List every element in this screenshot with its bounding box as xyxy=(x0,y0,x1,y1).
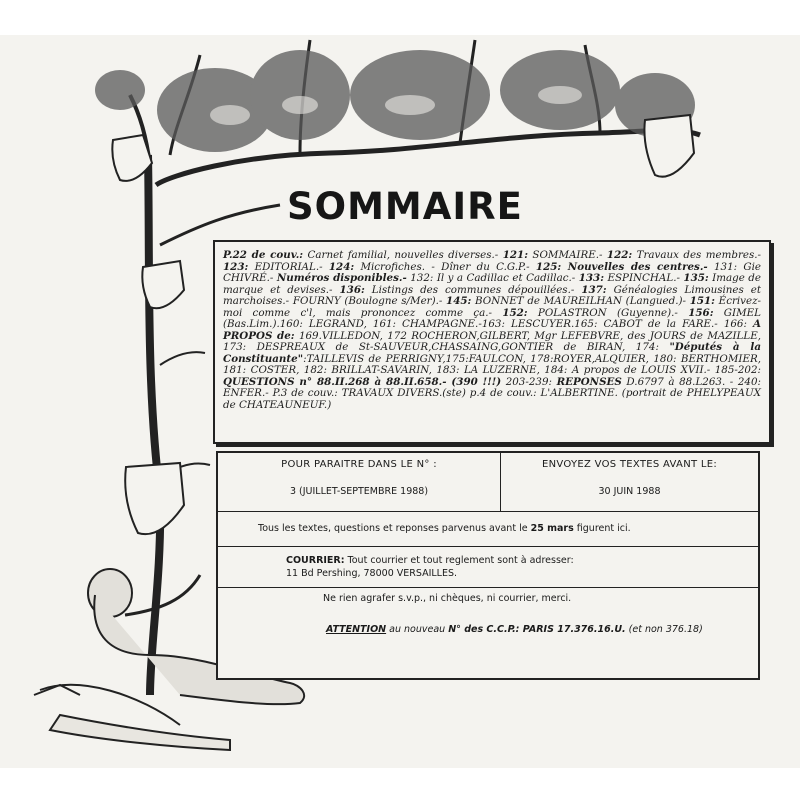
summary-segment: D.6797 à 88.L263. - 240: ENFER.- P.3 de couv.: TRAVAUX DIVERS.(ste) p.4 de couv.: L'ALBERTINE. (portrait de PHELYPEAUX de CHATEAUNEUF.) xyxy=(223,375,761,411)
summary-segment: 135: xyxy=(683,272,709,284)
payment-note: Ne rien agrafer s.v.p., ni chèques, ni courrier, merci. xyxy=(323,593,572,604)
deadline-column xyxy=(501,453,758,511)
summary-box xyxy=(213,240,771,444)
received-texts-date: 25 mars xyxy=(530,523,574,534)
summary-segment: EDITORIAL.- xyxy=(248,260,329,273)
courrier-text xyxy=(286,554,574,580)
attention-note xyxy=(326,624,703,635)
received-texts-row xyxy=(218,512,758,547)
summary-segment: 151: xyxy=(689,295,715,307)
summary-segment: ESPINCHAL.- xyxy=(604,272,684,284)
summary-segment: GIMEL (Bas.Lim.).160: LEGRAND, 161: CHAMPAGNE.-163: LESCUYER.165: CABOT de la FARE.- 166: xyxy=(223,306,761,330)
received-texts-post: figurent ici. xyxy=(573,523,631,534)
summary-segment: 132: Il y a Cadillac et Cadillac.- xyxy=(406,272,579,284)
summary-segment: 169.VILLEDON, 172 ROCHERON,GILBERT, Mgr LEFEBVRE, des JOURS de MAZILLE, 173: DESPREAUX de St-SAUVEUR,CHASSAING,GONTIER de BIRAN, 174: xyxy=(223,329,761,353)
summary-segment: 203-239: xyxy=(501,375,557,388)
attention-ccp: N° des C.C.P.: PARIS 17.376.16.U. xyxy=(448,624,626,635)
attention-label: ATTENTION xyxy=(326,624,387,635)
issue-column xyxy=(218,453,501,511)
summary-segment: 125: Nouvelles des centres.- xyxy=(535,260,708,273)
document-page xyxy=(0,35,800,768)
received-texts-pre: Tous les textes, questions et reponses parvenus avant le xyxy=(258,523,531,534)
summary-segment: :TAILLEVIS de PERRIGNY,175:FAULCON, 178:ROYER,ALQUIER, 180: BERTHOMIER, 181: COSTER, 182: BRILLAT-SAVARIN, 183: LA LUZERNE, 184: A propos de LOUIS XVII.- 185-202: xyxy=(223,352,761,376)
summary-segment: Image de marque et devises.- xyxy=(223,272,761,296)
summary-segment: SOMMAIRE.- xyxy=(528,249,607,261)
summary-segment: 145: xyxy=(446,295,472,307)
summary-segment: 136: xyxy=(339,283,365,296)
issue-label: POUR PARAITRE DANS LE N° : xyxy=(281,459,437,470)
summary-segment: Numéros disponibles.- xyxy=(276,272,407,284)
courrier-instruction: Tout courrier et tout reglement sont à adresser: xyxy=(344,555,574,566)
summary-segment: 133: xyxy=(578,272,605,284)
page-title: SOMMAIRE xyxy=(287,185,523,228)
submission-info-box xyxy=(216,451,760,680)
summary-segment: Carnet familial, nouvelles diverses.- xyxy=(303,249,503,261)
attention-text-2: (et non 376.18) xyxy=(625,624,703,635)
issue-value: 3 (JUILLET-SEPTEMBRE 1988) xyxy=(289,486,429,497)
deadline-label: ENVOYEZ VOS TEXTES AVANT LE: xyxy=(541,459,718,470)
summary-segment: Généalogies Limousines et marchoises.- FOURNY (Boulogne s/Mer).- xyxy=(223,283,761,307)
summary-segment: 131: Gie CHIVRÉ.- xyxy=(223,260,762,284)
courrier-row xyxy=(218,547,758,588)
summary-segment: A PROPOS de: xyxy=(223,318,761,342)
summary-segment: "Députés à la Constituante" xyxy=(223,341,761,365)
summary-segment: 137: xyxy=(581,283,607,296)
summary-segment: 156: xyxy=(688,306,714,319)
summary-segment: 121: xyxy=(502,249,528,261)
summary-segment: 152: xyxy=(502,306,528,319)
summary-segment: 123: xyxy=(223,260,249,273)
summary-segment: POLASTRON (Guyenne).- xyxy=(527,306,689,319)
courrier-address: 11 Bd Pershing, 78000 VERSAILLES. xyxy=(286,568,458,579)
summary-segment: BONNET de MAUREILHAN (Langued.)- xyxy=(471,295,690,307)
summary-segment: REPONSES xyxy=(556,375,622,388)
summary-segment: QUESTIONS n° 88.II.268 à 88.II.658.- (390 !!!) xyxy=(223,375,502,388)
summary-segment: 124: xyxy=(328,260,355,273)
deadline-value: 30 JUIN 1988 xyxy=(598,486,661,497)
summary-segment: Microfiches. - Dîner du C.G.P.- xyxy=(354,260,536,273)
notes-section xyxy=(218,589,758,678)
summary-segment: Écrivez-moi comme c'l, mais prononcez comme ça.- xyxy=(223,295,761,319)
received-texts-note xyxy=(258,523,631,534)
issue-header-row xyxy=(218,453,758,512)
summary-segment: P.22 de couv.: xyxy=(223,249,304,261)
courrier-label: COURRIER: xyxy=(286,555,345,566)
summary-segment: 122: xyxy=(606,249,633,261)
attention-text-1: au nouveau xyxy=(386,624,449,635)
summary-segment: Listings des communes dépouillées.- xyxy=(364,283,582,296)
summary-text xyxy=(223,250,761,436)
summary-segment: Travaux des membres.- xyxy=(632,249,761,261)
